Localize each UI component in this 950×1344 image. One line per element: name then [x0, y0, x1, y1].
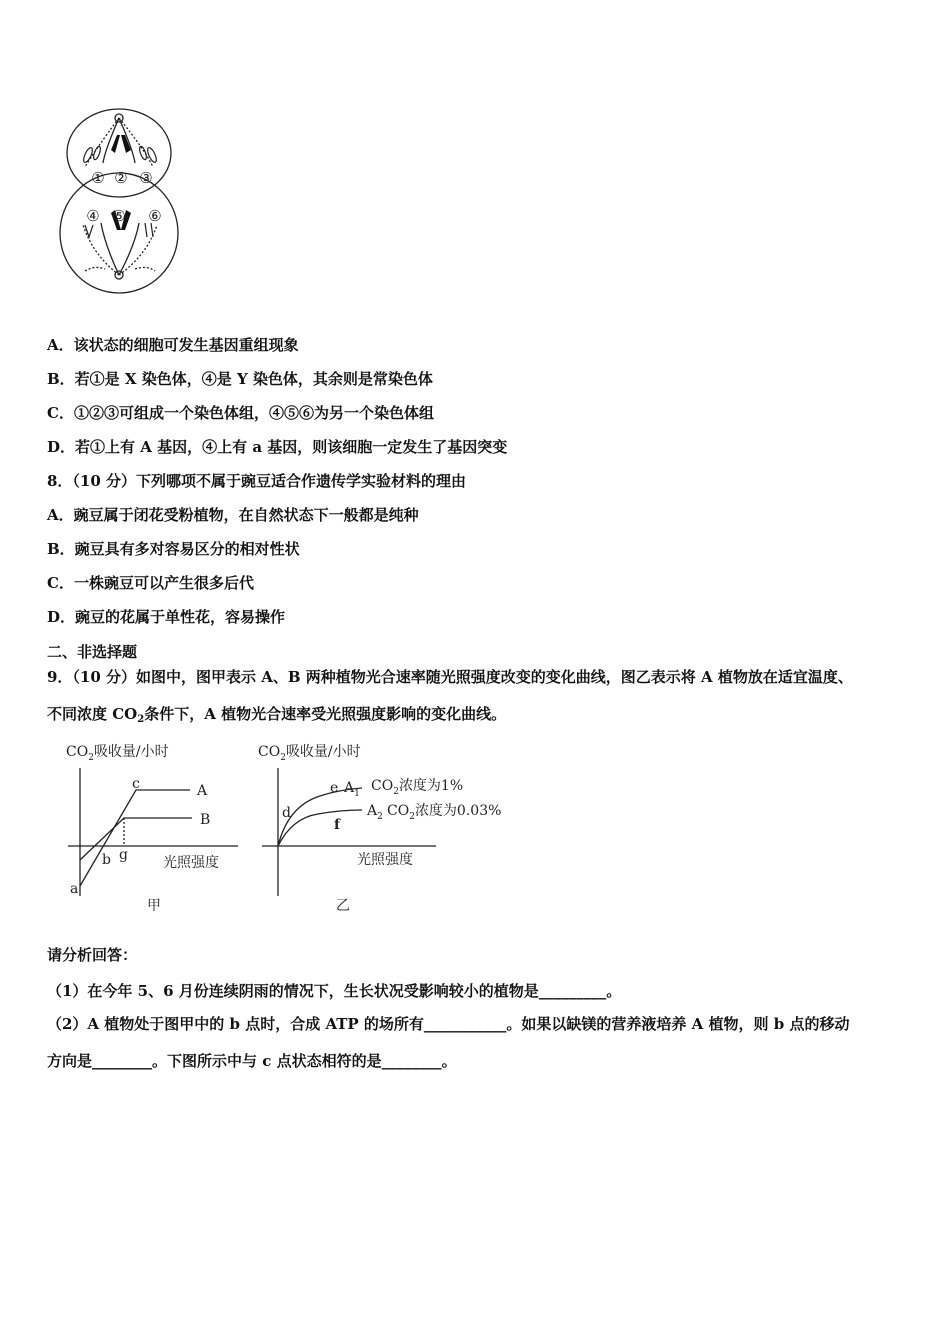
chromosome-upper-dark — [111, 135, 131, 153]
q9-sub2-line1: （2）A 植物处于图甲中的 b 点时，合成 ATP 的场所有___________。如果以缺镁的营养液培养 A 植物，则 b 点的移动 — [47, 1015, 850, 1033]
yi-label-A1: $A_1$ — [344, 780, 360, 799]
jia-ylabel: $CO_2$吸收量/小时 — [66, 744, 169, 763]
jia-label-g: g — [119, 847, 128, 863]
yi-label-A2: $A_2$ — [367, 803, 383, 822]
jia-series-B — [80, 818, 192, 860]
q8-option-c: C．一株豌豆可以产生很多后代 — [47, 574, 254, 592]
q8-option-d: D．豌豆的花属于单性花，容易操作 — [47, 608, 286, 626]
jia-label-a: a — [70, 881, 79, 897]
jia-title: 甲 — [147, 898, 161, 914]
yi-title: 乙 — [336, 898, 350, 914]
q7-option-c: C．①②③可组成一个染色体组，④⑤⑥为另一个染色体组 — [47, 404, 434, 422]
q8-stem: 8．（10 分）下列哪项不属于豌豆适合作遗传学实验材料的理由 — [47, 472, 467, 490]
yi-ylabel: $CO_2$吸收量/小时 — [258, 744, 361, 763]
yi-label-f: f — [334, 817, 341, 833]
yi-label-d: d — [282, 805, 291, 821]
q7-option-a: A．该状态的细胞可发生基因重组现象 — [47, 336, 299, 354]
q9-prompt: 请分析回答： — [47, 946, 138, 964]
q9-stem-line1: 9．（10 分）如图中，图甲表示 A、B 两种植物光合速率随光照强度改变的变化曲线，图乙表示将 A 植物放在适宜温度、 — [47, 668, 853, 686]
chromosome-upper-right — [138, 146, 147, 161]
cell-division-figure — [55, 105, 190, 305]
jia-series-A — [80, 790, 190, 886]
jia-label-A: A — [197, 783, 208, 799]
q9-stem-line2-sub: 2 — [137, 714, 145, 725]
q9-stem-line2-b: 条件下，A 植物光合速率受光照强度影响的变化曲线。 — [144, 705, 507, 723]
jia-label-b: b — [102, 852, 111, 868]
q9-sub2-line2: 方向是________。下图所示中与 c 点状态相符的是________。 — [47, 1052, 457, 1070]
chart-jia — [60, 738, 250, 920]
jia-label-B: B — [200, 812, 211, 828]
q9-stem-line2-a: 不同浓度 CO — [47, 705, 138, 723]
yi-xlabel: 光照强度 — [357, 852, 413, 868]
label-6: ⑥ — [148, 207, 162, 225]
label-4: ④ — [86, 207, 100, 225]
section-title: 二、非选择题 — [47, 643, 138, 661]
q7-option-b: B．若①是 X 染色体，④是 Y 染色体，其余则是常染色体 — [47, 370, 433, 388]
q7-option-d: D．若①上有 A 基因，④上有 a 基因，则该细胞一定发生了基因突变 — [47, 438, 508, 456]
yi-label-A2-conc: $CO_2$浓度为0.03% — [387, 803, 502, 822]
label-3: ③ — [139, 169, 153, 187]
label-5: ⑤ — [112, 207, 126, 225]
q8-option-a: A．豌豆属于闭花受粉植物，在自然状态下一般都是纯种 — [47, 506, 419, 524]
jia-xlabel: 光照强度 — [163, 855, 219, 871]
label-2: ② — [114, 169, 128, 187]
yi-label-A1-conc: $CO_2$浓度为1% — [371, 778, 464, 797]
q9-stem-line2 — [47, 704, 506, 730]
chart-yi — [258, 738, 528, 920]
q8-option-b: B．豌豆具有多对容易区分的相对性状 — [47, 540, 300, 558]
yi-label-e: e — [330, 780, 339, 796]
chromosome-lower-left — [85, 225, 93, 237]
q9-sub1: （1）在今年 5、6 月份连续阴雨的情况下，生长状况受影响较小的植物是_________。 — [47, 982, 622, 1000]
label-1: ① — [91, 169, 105, 187]
jia-label-c: c — [132, 776, 140, 792]
